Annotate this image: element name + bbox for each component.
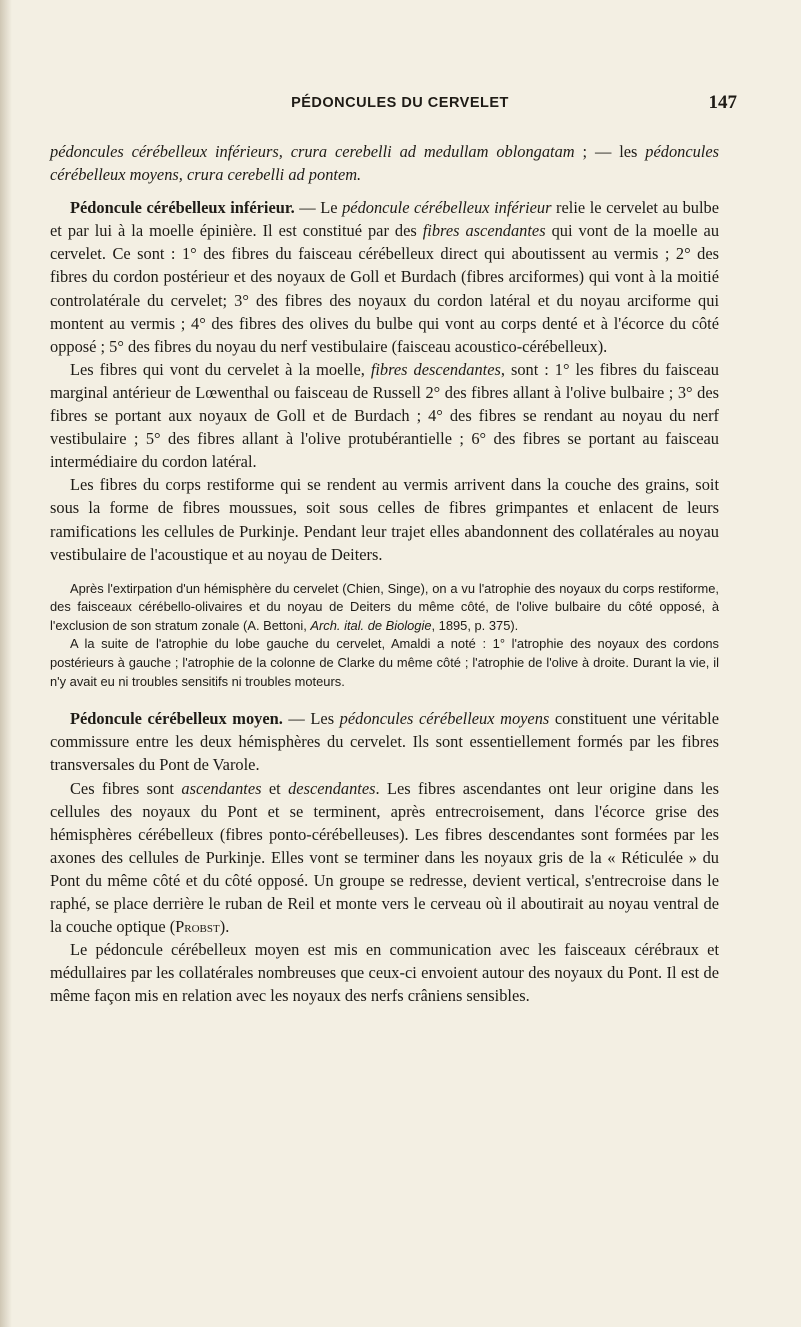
intro-term-middle: pédoncules cérébelleux moyens, crura cerebelli ad pontem. [50,142,720,185]
inferior-paragraph-2: Les fibres qui vont du cervelet à la moelle, fibres descendantes, sont : 1° les fibres du faisceau marginal antérieur de Lœwenthal ou faisceau de Russell 2° des fibres allant à l'olive bulbaire ; 3° des fibres se portant aux noyaux de Goll et de Burdach ; 4° des fibres se rendant au noyau du nerf vestibulaire ; 5° des fibres allant à l'olive protubérantielle ; 6° des fibres se portant au faisceau intermédiaire du cordon latéral. [50,359,719,472]
footnote-block [50,580,719,692]
section-heading-middle: Pédoncule cérébelleux moyen. [70,709,283,729]
middle-paragraph-3: Le pédoncule cérébelleux moyen est mis en communication avec les faisceaux cérébraux et médullaires par les collatérales nombreuses que ceux-ci envoient autour des noyaux du Pont. Il est de même façon mis en relation avec les noyaux des nerfs crâniens sensibles. [50,940,719,1006]
page-edge-shadow [0,0,12,1327]
middle-paragraph-1: Pédoncule cérébelleux moyen. — Les pédoncules cérébelleux moyens constituent une véritable commissure entre les deux hémisphères du cervelet. Ils sont essentiellement formés par les fibres transversales du Pont de Varole. [50,709,719,775]
body-text [50,140,719,1007]
running-title: PÉDONCULES DU CERVELET [291,95,509,111]
running-head [90,92,737,120]
section-heading-inferior: Pédoncule cérébelleux inférieur. [70,198,295,218]
middle-paragraph-2: Ces fibres sont ascendantes et descendantes. Les fibres ascendantes ont leur origine dans les cellules des noyaux du Pont et se terminent, après entrecroisement, dans l'écorce grise des hémisphères cérébelleux (fibres ponto-cérébelleuses). Les fibres descendantes sont formées par les axones des cellules de Purkinje. Elles vont se terminer dans les noyaux gris de la « Réticulée » du Pont du même côté et du côté opposé. Un groupe se redresse, devient vertical, s'entrecroise dans le raphé, se place derrière le ruban de Reil et monte vers le cerveau où il aboutirait au noyau ventral de la couche optique (Probst). [50,778,719,937]
inferior-paragraph-3: Les fibres du corps restiforme qui se rendent au vermis arrivent dans la couche des grains, soit sous la forme de fibres moussues, soit sous celles de fibres grimpantes et enlacent de leurs ramifications les cellules de Purkinje. Pendant leur trajet elles abandonnent des collatérales au noyau vestibulaire de l'acoustique et au noyau de Deiters. [50,475,719,564]
page-number: 147 [708,92,737,113]
intro-term-inferior: pédoncules cérébelleux inférieurs, crura cerebelli ad medullam oblongatam [50,142,575,161]
inferior-paragraph-1: Pédoncule cérébelleux inférieur. — Le pédoncule cérébelleux inférieur relie le cervelet au bulbe et par lui à la moelle épinière. Il est constitué par des fibres ascendantes qui vont de la moelle au cervelet. Ce sont : 1° des fibres du faisceau cérébelleux direct qui aboutissent au vermis ; 2° des fibres du cordon postérieur et des noyaux de Goll et Burdach (fibres arciformes) qui vont à la moitié controlatérale du cervelet; 3° des fibres des noyaux du cordon latéral et du noyau arciforme qui montent au vermis ; 4° des fibres des olives du bulbe qui vont au corps denté et à l'écorce du côté opposé ; 5° des fibres du noyau du nerf vestibulaire (faisceau acoustico-cérébelleux). [50,198,720,356]
author-probst: Probst [175,917,220,937]
note-amaldi: A la suite de l'atrophie du lobe gauche du cervelet, Amaldi a noté : 1° l'atrophie des noyaux des cordons postérieurs à gauche ; l'atrophie de la colonne de Clarke du même côté ; l'atrophie de l'olive à droite. Durant la vie, il n'y avait eu ni troubles sensitifs ni troubles moteurs. [50,636,719,689]
note-bettoni: Après l'extirpation d'un hémisphère du cervelet (Chien, Singe), on a vu l'atrophie des noyaux du corps restiforme, des faisceaux cérébello-olivaires et du noyau de Deiters du même côté, de l'olive bulbaire du côté opposé, à l'exclusion de son stratum zonale (A. Bettoni, Arch. ital. de Biologie, 1895, p. 375). [50,580,719,633]
intro-paragraph: pédoncules cérébelleux inférieurs, crura cerebelli ad medullam oblongatam ; — les pédoncules cérébelleux moyens, crura cerebelli ad pontem. [50,142,720,185]
